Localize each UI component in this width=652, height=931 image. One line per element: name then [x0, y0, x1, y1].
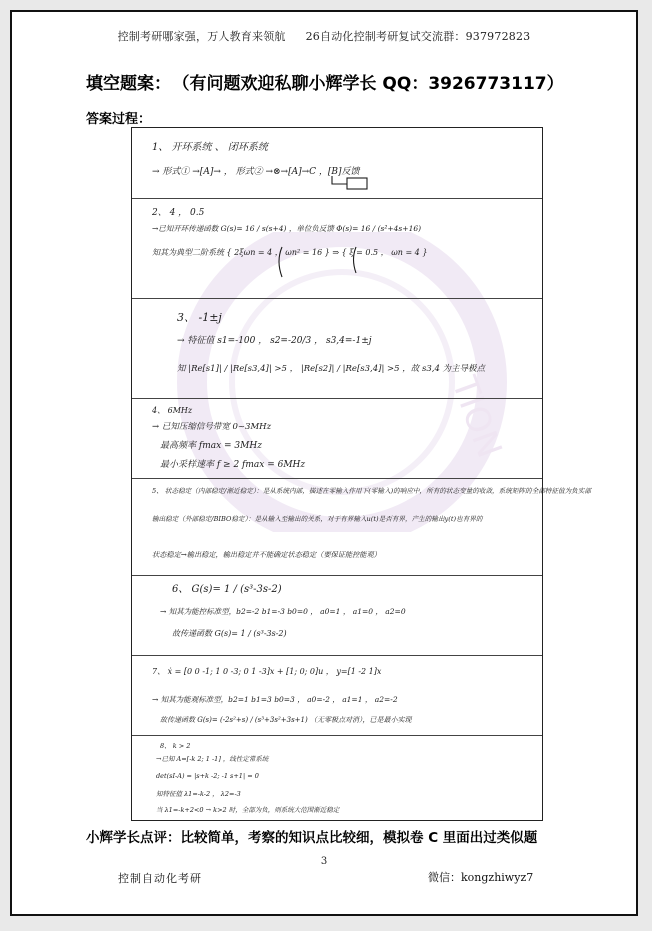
answer-3-line-2: → 特征值 s1=-100 ， s2=-20/3 ， s3,4=-1±j [177, 336, 372, 346]
footer-left-text: 控制自动化考研 [118, 872, 202, 885]
answer-6-line-2: → 知其为能控标准型，b2=-2 b1=-3 b0=0 ， a0=1 ， a1=0 ， a2=0 [160, 607, 406, 616]
answer-4-line-2: → 已知压缩信号带宽 0~3MHz [152, 422, 272, 432]
document-page [10, 10, 638, 916]
answer-3-line-3: 知 |Re[s1]| / |Re[s3,4]| >5 ， |Re[s2]| / |Re[s3,4]| >5 ，故 s3,4 为主导极点 [177, 364, 486, 374]
answer-3-line-1: 3、 -1±j [177, 311, 222, 324]
teacher-comment: 小辉学长点评：比较简单，考察的知识点比较细，模拟卷 C 里面出过类似题 [86, 830, 538, 846]
answer-3-image [132, 299, 542, 398]
answer-8-line-1: 8、 k > 2 [160, 742, 191, 750]
answer-block-5 [132, 479, 591, 576]
answer-process-heading: 答案过程： [86, 112, 152, 127]
answer-block-4 [132, 399, 542, 479]
answer-4-image [132, 399, 542, 478]
answer-8-line-2: →已知 A=[-k 2; 1 -1] ，线性定常系统 [156, 755, 269, 763]
answer-2-line-3: 知其为典型二阶系统 { 2ξωn = 4 ， ωn² = 16 } ⇒ { ξ = 0.5 ， ωn = 4 } [152, 248, 428, 257]
answer-7-line-1: 7、 ẋ = [0 0 -1; 1 0 -3; 0 1 -3]x + [1; 0; 0]u ， y=[1 -2 1]x [152, 667, 382, 676]
answer-5-line-3: 状态稳定→输出稳定，输出稳定并不能确定状态稳定（要保证能控能观） [152, 550, 381, 559]
answer-2-image [132, 199, 542, 298]
answer-4-line-1: 4、 6MHz [152, 406, 193, 415]
header-right-text: 26自动化控制考研复试交流群：937972823 [305, 30, 531, 43]
answer-1-line-2: → 形式① →[A]→ ， 形式② →⊗→[A]→C ，[B]反馈 [152, 167, 360, 177]
answer-5-image [132, 479, 591, 575]
answer-block-1 [132, 128, 542, 199]
answer-7-line-2: → 知其为能观标准型，b2=1 b1=3 b0=3 ， a0=-2 ， a1=1 ， a2=-2 [152, 695, 398, 704]
answer-6-line-3: 故传递函数 G(s)= 1 / (s³-3s-2) [172, 629, 287, 638]
answer-4-line-4: 最小采样速率 f ≥ 2 fmax = 6MHz [160, 460, 306, 470]
header-left-text: 控制考研哪家强，万人教育来领航 [117, 30, 286, 43]
answer-2-line-1: 2、 4 ， 0.5 [152, 208, 205, 218]
answer-block-8 [132, 736, 542, 822]
answer-6-image [132, 576, 542, 655]
answer-5-line-1: 5、 状态稳定（内部稳定/渐近稳定）：是从系统内部，描述在零输入作用下(零输入)的响应中，所有的状态变量的收敛，系统矩阵的全部特征值为负实部 [152, 487, 591, 495]
section-title [86, 69, 564, 94]
answer-block-3 [132, 299, 542, 399]
answer-block-2 [132, 199, 542, 299]
answer-8-line-3: det(sI-A) = |s+k -2; -1 s+1| = 0 [156, 772, 259, 780]
answer-8-line-4: 知特征值 λ1=-k-2 ， λ2=-3 [156, 790, 241, 798]
page-number: 3 [320, 856, 328, 867]
answer-8-line-5: 当 λ1=-k+2<0 → k>2 时，全部为负，则系统大范围渐近稳定 [156, 806, 340, 814]
answer-6-line-1: 6、 G(s)= 1 / (s³-3s-2) [172, 584, 282, 595]
section-title-main: 填空题案： [86, 74, 171, 94]
handwritten-answers [131, 127, 591, 821]
answer-7-line-3: 故传递函数 G(s)= (-2s²+s) / (s³+3s²+3s+1) （无零极点对消），已是最小实现 [160, 716, 412, 724]
section-title-contact: （有问题欢迎私聊小辉学长 QQ：3926773117） [181, 74, 564, 94]
svg-text:TION: TION [443, 371, 510, 464]
answer-7-image [132, 656, 542, 735]
answer-8-image [132, 736, 542, 822]
answer-5-line-2: 输出稳定（外部稳定/BIBO稳定）：是从输入至输出的关系，对于有界输入u(t)是否有界，产生的输出y(t)也有界的 [152, 515, 483, 523]
answer-block-7 [132, 656, 542, 736]
answer-4-line-3: 最高频率 fmax = 3MHz [160, 441, 262, 451]
answer-1-line-1: 1、 开环系统 、 闭环系统 [152, 142, 268, 153]
footer-right-text: 微信：kongzhiwyz7 [428, 871, 534, 884]
page-header [12, 28, 636, 44]
answer-1-image [132, 128, 542, 198]
answer-2-line-2: →已知开环传递函数 G(s)= 16 / s(s+4) ，单位负反馈 Φ(s)= 16 / (s²+4s+16) [152, 224, 422, 233]
answer-block-6 [132, 576, 542, 656]
